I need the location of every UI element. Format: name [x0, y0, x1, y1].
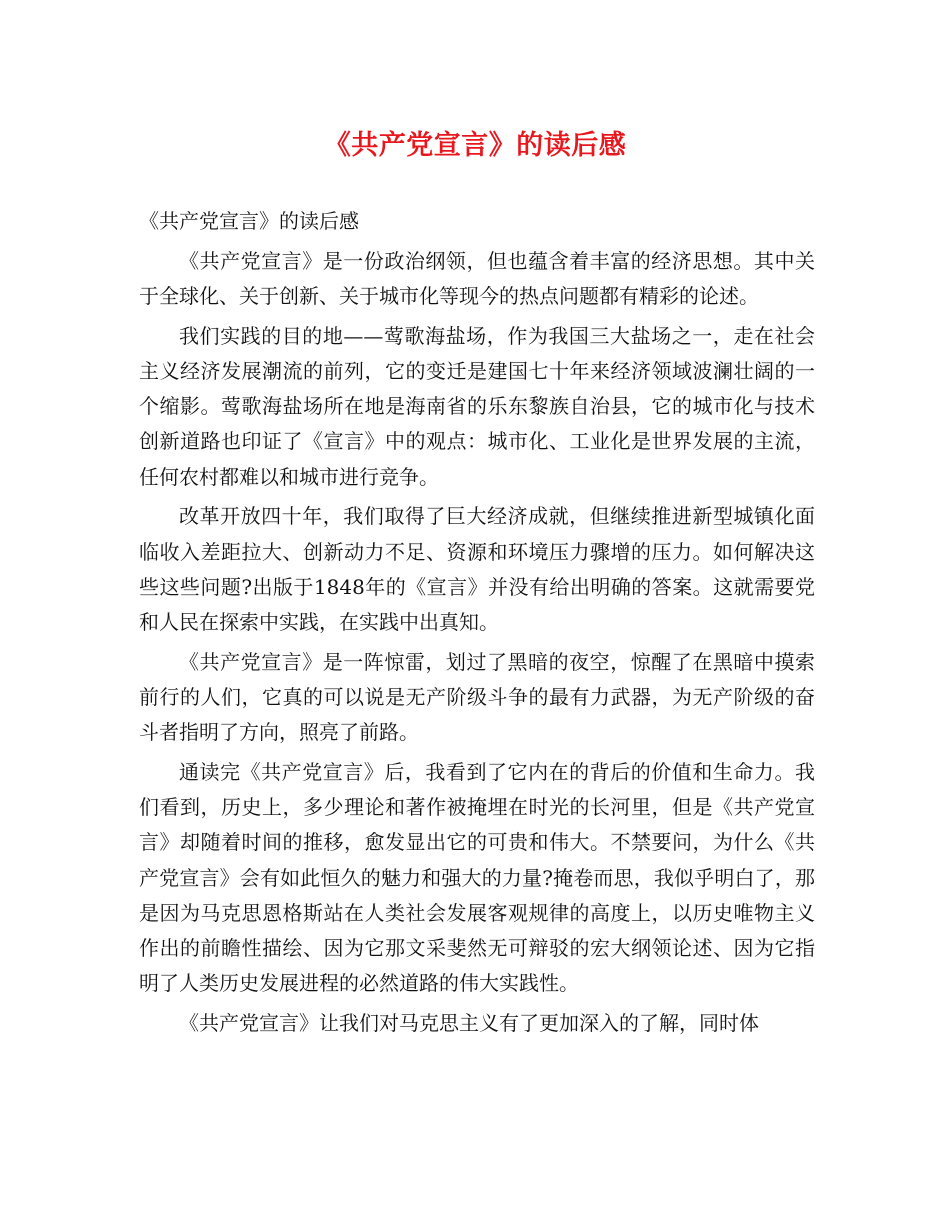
- paragraph: 通读完《共产党宣言》后，我看到了它内在的背后的价值和生命力。我们看到，历史上，多少理论和著作被掩埋在时光的长河里，但是《共产党宣言》却随着时间的推移，愈发显出它的可贵和伟大。不禁要问，为什么《共产党宣言》会有如此恒久的魅力和强大的力量?掩卷而思，我似乎明白了，那是因为马克思恩格斯站在人类社会发展客观规律的高度上，以历史唯物主义作出的前瞻性描绘、因为它那文采斐然无可辩驳的宏大纲领论述、因为它指明了人类历史发展进程的必然道路的伟大实践性。: [139, 760, 815, 996]
- document-title: 《共产党宣言》的读后感: [323, 130, 627, 161]
- paragraph: 改革开放四十年，我们取得了巨大经济成就，但继续推进新型城镇化面临收入差距拉大、创新动力不足、资源和环境压力骤增的压力。如何解决这些这些问题?出版于1848年的《宣言》并没有给出明确的答案。这就需要党和人民在探索中实践，在实践中出真知。: [139, 504, 815, 635]
- paragraph: 《共产党宣言》是一份政治纲领，但也蕴含着丰富的经济思想。其中关于全球化、关于创新、关于城市化等现今的热点问题都有精彩的论述。: [139, 248, 815, 308]
- document-body: [139, 204, 815, 1046]
- document-subtitle: 《共产党宣言》的读后感: [139, 209, 359, 233]
- paragraph: 《共产党宣言》是一阵惊雷，划过了黑暗的夜空，惊醒了在黑暗中摸索前行的人们，它真的可以说是无产阶级斗争的最有力武器，为无产阶级的奋斗者指明了方向，照亮了前路。: [139, 649, 815, 745]
- paragraph: 《共产党宣言》让我们对马克思主义有了更加深入的了解，同时体: [179, 1011, 759, 1036]
- paragraph: 我们实践的目的地——莺歌海盐场，作为我国三大盐场之一，走在社会主义经济发展潮流的前列，它的变迁是建国七十年来经济领域波澜壮阔的一个缩影。莺歌海盐场所在地是海南省的乐东黎族自治县，它的城市化与技术创新道路也印证了《宣言》中的观点：城市化、工业化是世界发展的主流，任何农村都难以和城市进行竞争。: [139, 323, 815, 489]
